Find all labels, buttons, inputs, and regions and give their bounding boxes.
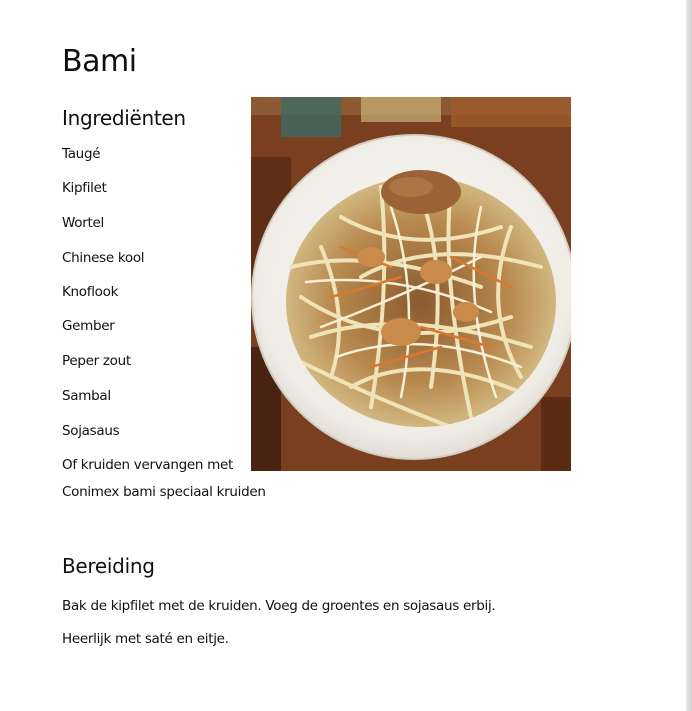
page-edge-shadow — [686, 0, 692, 711]
ingredient-item: Chinese kool — [62, 250, 145, 266]
recipe-title: Bami — [62, 44, 137, 79]
ingredients-heading: Ingrediënten — [62, 106, 186, 130]
ingredient-note-line-2: Conimex bami speciaal kruiden — [62, 484, 266, 500]
preparation-paragraph: Heerlijk met saté en eitje. — [62, 631, 229, 647]
bami-photo-graphic — [251, 97, 571, 471]
ingredient-item: Wortel — [62, 215, 104, 231]
ingredient-note-line-1: Of kruiden vervangen met — [62, 457, 234, 473]
ingredient-item: Kipfilet — [62, 180, 107, 196]
ingredient-item: Sojasaus — [62, 423, 120, 439]
ingredient-item: Peper zout — [62, 353, 131, 369]
ingredient-item: Gember — [62, 318, 115, 334]
preparation-paragraph: Bak de kipfilet met de kruiden. Voeg de groentes en sojasaus erbij. — [62, 598, 496, 614]
preparation-heading: Bereiding — [62, 554, 155, 578]
ingredient-item: Knoflook — [62, 284, 119, 300]
ingredient-item: Taugé — [62, 146, 101, 162]
ingredient-item: Sambal — [62, 388, 111, 404]
bami-photo — [251, 97, 571, 471]
